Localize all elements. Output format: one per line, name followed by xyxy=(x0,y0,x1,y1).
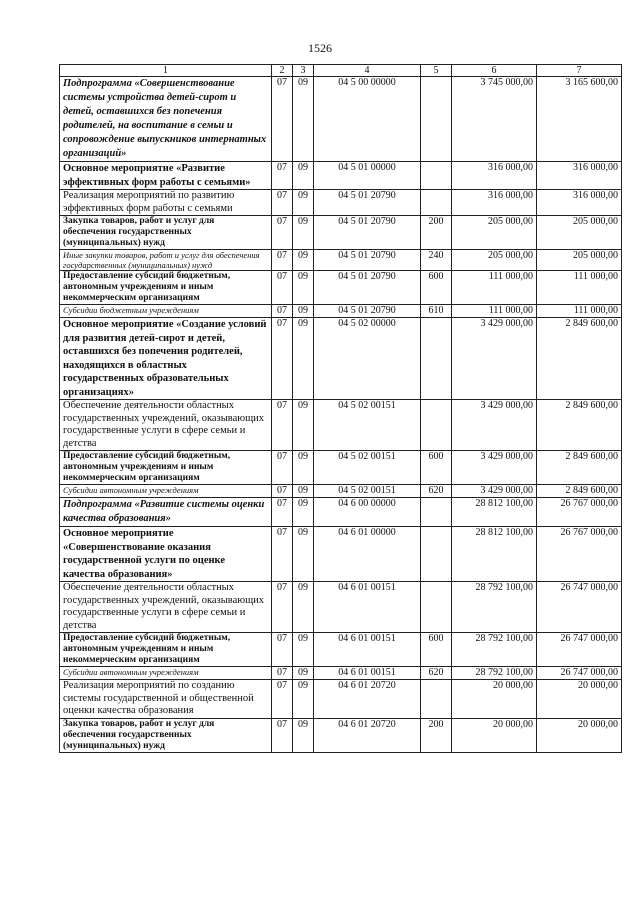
row-name-cell: Подпрограмма «Совершенствование системы устройства детей-сирот и детей, оставшихся без попечения родителей, на воспитание в семьи и сопровождение выпускников интернатных организаций» xyxy=(60,77,272,162)
section-code-cell: 07 xyxy=(272,633,293,667)
expense-type-cell xyxy=(421,190,452,216)
subsection-code-cell: 09 xyxy=(293,718,314,752)
target-code-cell: 04 5 02 00151 xyxy=(314,485,421,498)
amount-year1-cell: 205 000,00 xyxy=(452,216,537,250)
row-name-cell: Субсидии автономным учреждениям xyxy=(60,667,272,680)
row-name-cell: Реализация мероприятий по созданию системы государственной и общественной оценки качества образования xyxy=(60,680,272,719)
row-name-cell: Основное мероприятие «Развитие эффективных форм работы с семьями» xyxy=(60,162,272,190)
row-name-cell: Основное мероприятие «Совершенствование оказания государственной услуги по оценке качества образования» xyxy=(60,527,272,582)
amount-year2-cell: 3 165 600,00 xyxy=(537,77,622,162)
expense-type-cell: 200 xyxy=(421,718,452,752)
header-cell: 7 xyxy=(537,65,622,77)
subsection-code-cell: 09 xyxy=(293,633,314,667)
target-code-cell: 04 5 01 00000 xyxy=(314,162,421,190)
row-name-cell: Предоставление субсидий бюджетным, автономным учреждениям и иным некоммерческим организациям xyxy=(60,271,272,305)
table-row xyxy=(60,305,622,318)
subsection-code-cell: 09 xyxy=(293,216,314,250)
expense-type-cell: 240 xyxy=(421,250,452,271)
expense-type-cell xyxy=(421,527,452,582)
subsection-code-cell: 09 xyxy=(293,527,314,582)
target-code-cell: 04 6 01 00151 xyxy=(314,667,421,680)
header-cell: 3 xyxy=(293,65,314,77)
amount-year2-cell: 2 849 600,00 xyxy=(537,451,622,485)
target-code-cell: 04 5 01 20790 xyxy=(314,190,421,216)
subsection-code-cell: 09 xyxy=(293,582,314,633)
section-code-cell: 07 xyxy=(272,318,293,400)
section-code-cell: 07 xyxy=(272,498,293,527)
subsection-code-cell: 09 xyxy=(293,400,314,451)
section-code-cell: 07 xyxy=(272,680,293,719)
amount-year1-cell: 20 000,00 xyxy=(452,718,537,752)
target-code-cell: 04 6 01 00000 xyxy=(314,527,421,582)
header-cell: 5 xyxy=(421,65,452,77)
section-code-cell: 07 xyxy=(272,451,293,485)
amount-year2-cell: 26 747 000,00 xyxy=(537,582,622,633)
amount-year2-cell: 20 000,00 xyxy=(537,718,622,752)
table-row xyxy=(60,77,622,162)
amount-year1-cell: 20 000,00 xyxy=(452,680,537,719)
amount-year2-cell: 2 849 600,00 xyxy=(537,318,622,400)
table-row xyxy=(60,400,622,451)
subsection-code-cell: 09 xyxy=(293,271,314,305)
row-name-cell: Субсидии бюджетным учреждениям xyxy=(60,305,272,318)
target-code-cell: 04 6 00 00000 xyxy=(314,498,421,527)
amount-year2-cell: 111 000,00 xyxy=(537,305,622,318)
subsection-code-cell: 09 xyxy=(293,77,314,162)
row-name-cell: Закупка товаров, работ и услуг для обеспечения государственных (муниципальных) нужд xyxy=(60,718,272,752)
header-cell: 4 xyxy=(314,65,421,77)
row-name-cell: Подпрограмма «Развитие системы оценки качества образования» xyxy=(60,498,272,527)
amount-year2-cell: 316 000,00 xyxy=(537,162,622,190)
expense-type-cell: 610 xyxy=(421,305,452,318)
expense-type-cell xyxy=(421,498,452,527)
target-code-cell: 04 5 01 20790 xyxy=(314,250,421,271)
row-name-cell: Закупка товаров, работ и услуг для обеспечения государственных (муниципальных) нужд xyxy=(60,216,272,250)
section-code-cell: 07 xyxy=(272,485,293,498)
amount-year1-cell: 3 745 000,00 xyxy=(452,77,537,162)
expense-type-cell: 600 xyxy=(421,633,452,667)
target-code-cell: 04 6 01 00151 xyxy=(314,582,421,633)
section-code-cell: 07 xyxy=(272,400,293,451)
amount-year1-cell: 3 429 000,00 xyxy=(452,400,537,451)
subsection-code-cell: 09 xyxy=(293,190,314,216)
expense-type-cell xyxy=(421,77,452,162)
section-code-cell: 07 xyxy=(272,718,293,752)
row-name-cell: Субсидии автономным учреждениям xyxy=(60,485,272,498)
amount-year1-cell: 28 792 100,00 xyxy=(452,667,537,680)
expense-type-cell xyxy=(421,162,452,190)
section-code-cell: 07 xyxy=(272,250,293,271)
subsection-code-cell: 09 xyxy=(293,667,314,680)
expense-type-cell xyxy=(421,318,452,400)
subsection-code-cell: 09 xyxy=(293,305,314,318)
amount-year1-cell: 28 792 100,00 xyxy=(452,582,537,633)
section-code-cell: 07 xyxy=(272,667,293,680)
header-cell: 2 xyxy=(272,65,293,77)
target-code-cell: 04 6 01 20720 xyxy=(314,718,421,752)
amount-year1-cell: 316 000,00 xyxy=(452,190,537,216)
section-code-cell: 07 xyxy=(272,271,293,305)
header-row xyxy=(60,65,622,77)
amount-year1-cell: 28 792 100,00 xyxy=(452,633,537,667)
expense-type-cell: 600 xyxy=(421,271,452,305)
amount-year1-cell: 3 429 000,00 xyxy=(452,485,537,498)
section-code-cell: 07 xyxy=(272,582,293,633)
row-name-cell: Обеспечение деятельности областных государственных учреждений, оказывающих государственные услуги в сфере семьи и детства xyxy=(60,582,272,633)
subsection-code-cell: 09 xyxy=(293,318,314,400)
target-code-cell: 04 5 01 20790 xyxy=(314,305,421,318)
amount-year2-cell: 20 000,00 xyxy=(537,680,622,719)
budget-table xyxy=(59,64,622,753)
target-code-cell: 04 6 01 00151 xyxy=(314,633,421,667)
section-code-cell: 07 xyxy=(272,527,293,582)
section-code-cell: 07 xyxy=(272,162,293,190)
table-row xyxy=(60,633,622,667)
table-row xyxy=(60,190,622,216)
table-row xyxy=(60,667,622,680)
amount-year2-cell: 26 767 000,00 xyxy=(537,498,622,527)
amount-year1-cell: 28 812 100,00 xyxy=(452,527,537,582)
expense-type-cell: 600 xyxy=(421,451,452,485)
subsection-code-cell: 09 xyxy=(293,498,314,527)
row-name-cell: Обеспечение деятельности областных государственных учреждений, оказывающих государственные услуги в сфере семьи и детства xyxy=(60,400,272,451)
table-row xyxy=(60,718,622,752)
amount-year2-cell: 2 849 600,00 xyxy=(537,485,622,498)
section-code-cell: 07 xyxy=(272,190,293,216)
amount-year2-cell: 205 000,00 xyxy=(537,216,622,250)
expense-type-cell: 200 xyxy=(421,216,452,250)
amount-year2-cell: 2 849 600,00 xyxy=(537,400,622,451)
target-code-cell: 04 6 01 20720 xyxy=(314,680,421,719)
table-row xyxy=(60,582,622,633)
page-number: 1526 xyxy=(308,41,332,55)
target-code-cell: 04 5 02 00000 xyxy=(314,318,421,400)
table-row xyxy=(60,451,622,485)
header-cell: 6 xyxy=(452,65,537,77)
row-name-cell: Предоставление субсидий бюджетным, автономным учреждениям и иным некоммерческим организациям xyxy=(60,451,272,485)
expense-type-cell: 620 xyxy=(421,667,452,680)
expense-type-cell xyxy=(421,400,452,451)
amount-year1-cell: 111 000,00 xyxy=(452,305,537,318)
table-row xyxy=(60,162,622,190)
amount-year1-cell: 28 812 100,00 xyxy=(452,498,537,527)
target-code-cell: 04 5 01 20790 xyxy=(314,216,421,250)
expense-type-cell xyxy=(421,680,452,719)
subsection-code-cell: 09 xyxy=(293,680,314,719)
amount-year2-cell: 26 767 000,00 xyxy=(537,527,622,582)
target-code-cell: 04 5 02 00151 xyxy=(314,400,421,451)
amount-year1-cell: 205 000,00 xyxy=(452,250,537,271)
amount-year2-cell: 205 000,00 xyxy=(537,250,622,271)
header-cell: 1 xyxy=(60,65,272,77)
amount-year2-cell: 316 000,00 xyxy=(537,190,622,216)
amount-year2-cell: 111 000,00 xyxy=(537,271,622,305)
row-name-cell: Иные закупки товаров, работ и услуг для обеспечения государственных (муниципальных) нужд xyxy=(60,250,272,271)
subsection-code-cell: 09 xyxy=(293,451,314,485)
table-row xyxy=(60,271,622,305)
expense-type-cell xyxy=(421,582,452,633)
amount-year2-cell: 26 747 000,00 xyxy=(537,667,622,680)
table-row xyxy=(60,498,622,527)
amount-year2-cell: 26 747 000,00 xyxy=(537,633,622,667)
row-name-cell: Основное мероприятие «Создание условий для развития детей-сирот и детей, оставшихся без попечения родителей, находящихся в областных государственных образовательных организациях» xyxy=(60,318,272,400)
section-code-cell: 07 xyxy=(272,216,293,250)
table-row xyxy=(60,680,622,719)
section-code-cell: 07 xyxy=(272,305,293,318)
target-code-cell: 04 5 01 20790 xyxy=(314,271,421,305)
amount-year1-cell: 3 429 000,00 xyxy=(452,451,537,485)
target-code-cell: 04 5 02 00151 xyxy=(314,451,421,485)
amount-year1-cell: 111 000,00 xyxy=(452,271,537,305)
table-row xyxy=(60,485,622,498)
table-row xyxy=(60,216,622,250)
table-row xyxy=(60,250,622,271)
amount-year1-cell: 316 000,00 xyxy=(452,162,537,190)
subsection-code-cell: 09 xyxy=(293,162,314,190)
amount-year1-cell: 3 429 000,00 xyxy=(452,318,537,400)
expense-type-cell: 620 xyxy=(421,485,452,498)
row-name-cell: Реализация мероприятий по развитию эффективных форм работы с семьями xyxy=(60,190,272,216)
subsection-code-cell: 09 xyxy=(293,485,314,498)
row-name-cell: Предоставление субсидий бюджетным, автономным учреждениям и иным некоммерческим организациям xyxy=(60,633,272,667)
section-code-cell: 07 xyxy=(272,77,293,162)
target-code-cell: 04 5 00 00000 xyxy=(314,77,421,162)
table-row xyxy=(60,318,622,400)
subsection-code-cell: 09 xyxy=(293,250,314,271)
table-row xyxy=(60,527,622,582)
